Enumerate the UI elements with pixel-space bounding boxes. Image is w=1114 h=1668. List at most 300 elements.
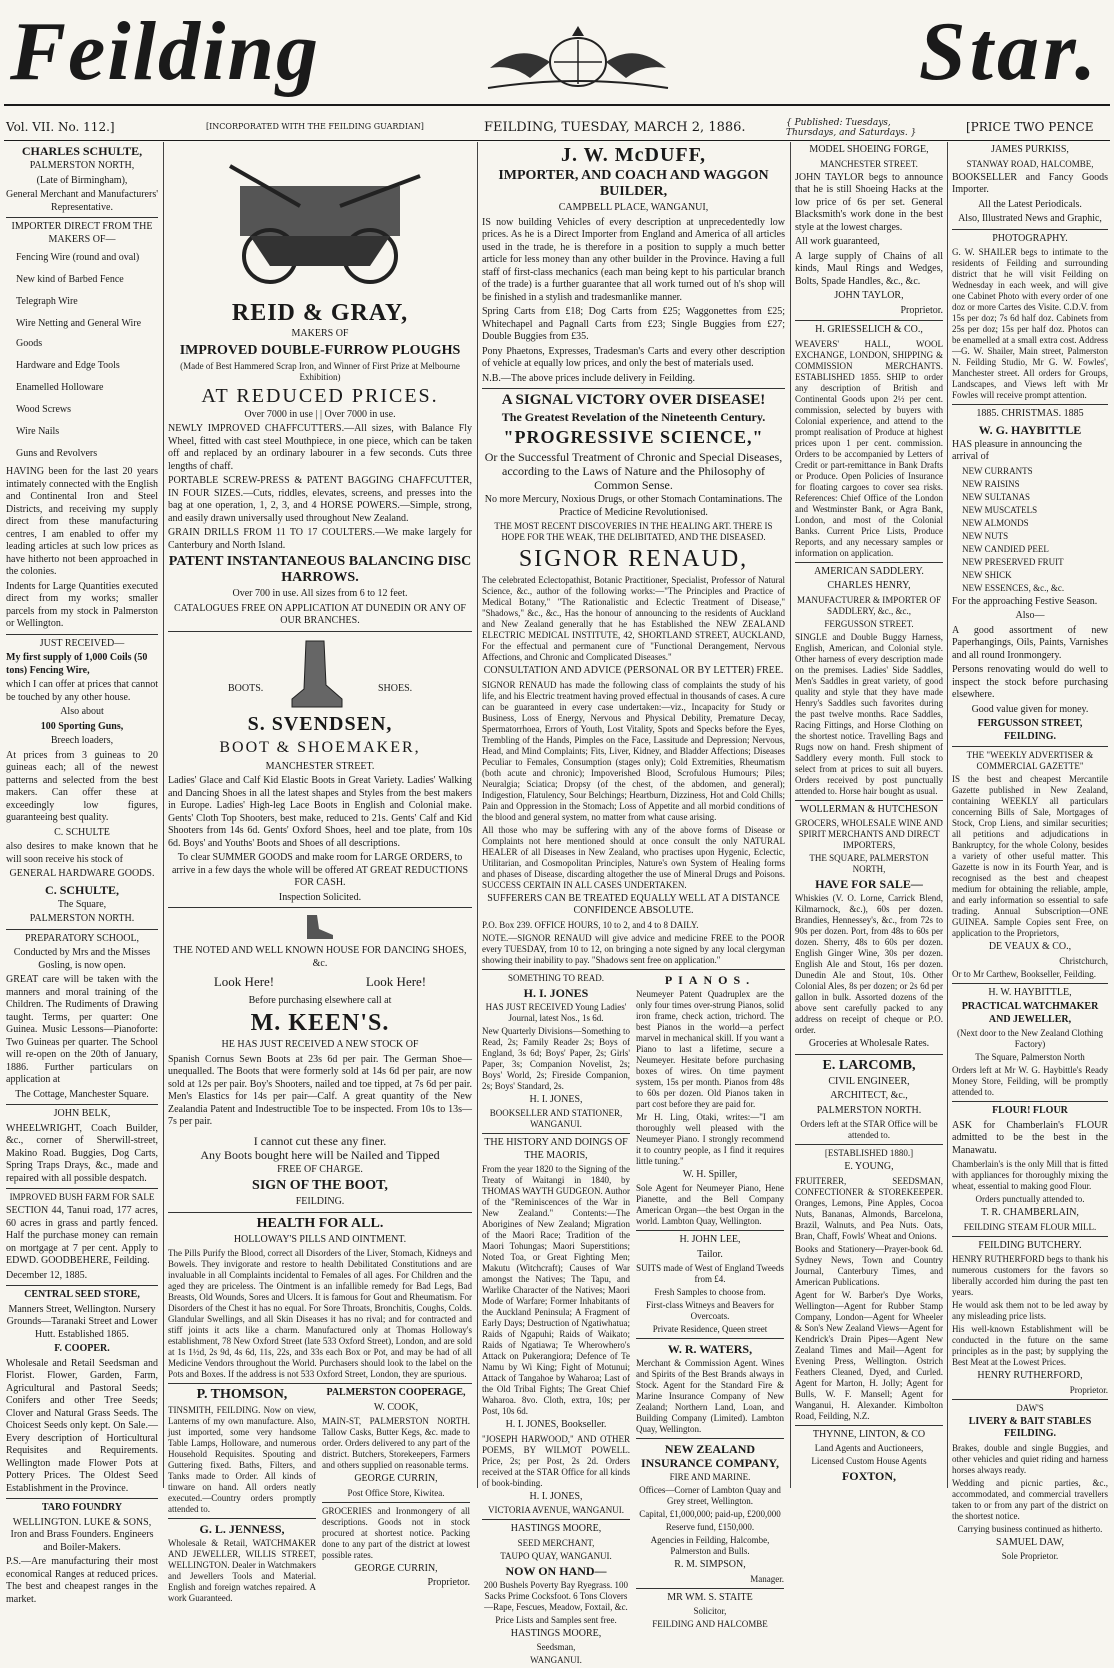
small-ads-row bbox=[168, 1387, 472, 1606]
ad-body: Spanish Cornus Sewn Boots at 23s 6d per pair. The German Shoe—unequalled. The Boots that were formerly sold at 14s 6d per pair, are now sold at 12s per pair. Boy's Shooters, nailed and toe tipped, at 7s 6d per pair. Men's Elastics for 14s per pair—Calf. A great quantity of the New Zealandia Patent and Indestructible Toe to be inspected. From 10s to 13s—7s per pair. bbox=[168, 1054, 472, 1129]
ad-body: For the approaching Festive Season. bbox=[952, 596, 1108, 609]
address: FEILDING. bbox=[168, 1196, 472, 1209]
address: VICTORIA AVENUE, WANGANUI. bbox=[482, 1505, 630, 1516]
look-here-row bbox=[168, 976, 472, 989]
column-1 bbox=[6, 144, 158, 1484]
ad-heading: HAVE FOR SALE— bbox=[795, 877, 943, 891]
ad-body: Also— bbox=[952, 610, 1108, 623]
advertiser-name: THYNNE, LINTON, & CO bbox=[795, 1429, 943, 1442]
list-item: NEW NUTS bbox=[962, 531, 1108, 542]
product-list bbox=[952, 466, 1108, 594]
ad-heading: JOHN BELK, bbox=[6, 1108, 158, 1121]
ad-body: GREAT care will be taken with the manners and moral training of the Children. The Rudiments of Drawing taught. Terms, per quarter: One Guinea. Music Lessons—Pianoforte: Two Guineas per quarter. The School will re-open on the 20th of January, 1886. Further particulars on application at bbox=[6, 974, 158, 1087]
ad-label: Look Here! bbox=[214, 976, 274, 989]
ad-body: FIRE AND MARINE. bbox=[636, 1472, 784, 1483]
divider bbox=[168, 1518, 316, 1519]
ad-body: Inspection Solicited. bbox=[168, 892, 472, 905]
ad-body: 200 Bushels Poverty Bay Ryegrass. 100 Sacks Prime Cocksfoot. 6 Tons Clovers—Rape, Fescues, Meadow, Foxtail, &c. bbox=[482, 1580, 630, 1613]
address: FEILDING AND HALCOMBE bbox=[636, 1619, 784, 1630]
ad-body: Or the Successful Treatment of Chronic and Special Diseases, according to the Laws of Nature and the Philosophy of Common Sense. bbox=[482, 450, 785, 492]
divider bbox=[6, 929, 158, 930]
signature: DE VEAUX & CO., bbox=[952, 941, 1108, 954]
boot-icon bbox=[288, 637, 348, 711]
advertiser-name: E. YOUNG, bbox=[795, 1161, 943, 1174]
ad-body: All work guaranteed, bbox=[795, 236, 943, 249]
divider bbox=[795, 800, 943, 801]
divider bbox=[6, 1104, 158, 1105]
advertiser-name: CHARLES SCHULTE, bbox=[6, 144, 158, 158]
ad-heading: THE NOTED AND WELL KNOWN HOUSE FOR DANCING SHOES, &c. bbox=[168, 945, 472, 970]
signature: Proprietor. bbox=[322, 1577, 470, 1590]
ad-body: Neumeyer Patent Quadruplex are the only four times over-strung Pianos, solid iron frame, check action, trichord. The best Pianos in the world—a perfect marvel in mechanical skill. If you want a Piano to last a lifetime, secure a Neumeyer. Hesitate before purchasing boxes of wires. On time payment system, 15s per month. Pianos from 48s to 60s per dozen. Old Pianos taken in part cost before they are paid for. bbox=[636, 989, 784, 1110]
divider bbox=[168, 1212, 472, 1213]
ad-body: Agencies in Feilding, Halcombe, Palmerston and Bulls. bbox=[636, 1535, 784, 1557]
divider bbox=[795, 1054, 943, 1055]
ad-label: SHOES. bbox=[378, 683, 412, 696]
column-divider bbox=[163, 142, 164, 1488]
ad-label: Look Here! bbox=[366, 976, 426, 989]
ad-body: SEED MERCHANT, bbox=[482, 1538, 630, 1549]
masthead-rule bbox=[4, 104, 1110, 106]
advertiser-name: H. I. JONES bbox=[482, 986, 630, 1000]
address: FERGUSSON STREET. bbox=[795, 619, 943, 630]
ad-body: CATALOGUES FREE ON APPLICATION AT DUNEDIN OR ANY OF OUR BRANCHES. bbox=[168, 603, 472, 628]
signature: GEORGE CURRIN, bbox=[322, 1563, 470, 1576]
ad-date: December 12, 1885. bbox=[6, 1270, 158, 1283]
divider bbox=[636, 1230, 784, 1231]
ad-body: All those who may be suffering with any of the above forms of Disease or Complaints not here mentioned should at once consult the only NATURAL HEALER of all Diseases in New Zealand, who practises upon Hygenic, Eclectic, Utilitarian, and Cosmopolitan Principles, Nature's own System of Healing forms and phases of Disease, discarding altogether the use of Mineral Drugs and Poisons. SUCCESS CERTAIN IN ALL CASES UNDERTAKEN. bbox=[482, 825, 785, 891]
divider bbox=[168, 631, 472, 632]
ad-body: P.S.—Are manufacturing their most economical Ranges at reduced prices. The best and cheapest ranges in the market. bbox=[6, 1556, 158, 1606]
address: FERGUSSON STREET, FEILDING. bbox=[952, 718, 1108, 743]
ad-heading: A SIGNAL VICTORY OVER DISEASE! bbox=[482, 392, 785, 408]
address: Private Residence, Queen street bbox=[636, 1324, 784, 1335]
ad-body: ARCHITECT, &c., bbox=[795, 1090, 943, 1103]
ad-block bbox=[168, 1387, 316, 1606]
ad-body: [ESTABLISHED 1880.] bbox=[795, 1148, 943, 1159]
coat-of-arms-icon bbox=[478, 18, 678, 92]
ad-body: All the Latest Periodicals. bbox=[952, 199, 1108, 212]
signature: T. R. CHAMBERLAIN, bbox=[952, 1207, 1108, 1220]
divider bbox=[168, 1383, 472, 1384]
ad-body: SIGNOR RENAUD has made the following class of complaints the study of his life, and his Electric treatment having proved effectual in thousands of cases. A cure can be guaranteed in every case undertaken:—viz., Incapacity for Study or Business, Loss of Energy, Nervous and Physical Debility, Premature Decay, Spermatorrhoea, Errors of Youth, Lost Vitality, Spots and Specks before the Eyes, Trembling of the Hands, Pimples on the Face, Lassitude and Depression; Nervous, Head, and Mind Complaints; Fits, Liver, Kidney, and Bladder Affections; Diseases Peculiar to Females, Consumption (stages only); Cold Extremities, Rheumatism (both acute and chronic); Impoverished Blood, Scrofulous Humours; Piles; Neuralgia; Sciatica; Dropsy (of the chest, of the abdomen, and general); Indigestion, Flatulency, Sour Belchings; Heartburn, Dizziness, Hot and Cold Chills; Pain and Oppression in the Stomach; Loss of Appetite and all morbid conditions of the blood and general system, no matter from what cause arising. bbox=[482, 680, 785, 823]
list-item: Wood Screws bbox=[6, 400, 158, 420]
ad-body: IS the best and cheapest Mercantile Gazette published in New Zealand, containing WEEKLY all particulars concerning Bills of Sale, Mortgages of Stock, Crop Liens, and similar securities; all petitions and adjudications in Bankruptcy, for the whole Colony, besides a variety of other useful matter. This Gazette is now in its Fourth Year, and is recognised as the best and cheapest medium for obtaining the reliable, ample, and early information so essential to safe trading. Annual Subscription—ONE GUINEA. Sample Copies sent Free, on application to the Proprietors, bbox=[952, 774, 1108, 939]
ad-body: BOOKSELLER and Fancy Goods Importer. bbox=[952, 172, 1108, 197]
advertiser-name: S. SVENDSEN, bbox=[168, 713, 472, 735]
divider bbox=[952, 1399, 1108, 1400]
ad-body: HAS JUST RECEIVED Young Ladies' Journal, latest Nos., 1s 6d. bbox=[482, 1002, 630, 1024]
masthead-title-right: Star. bbox=[919, 8, 1100, 96]
ad-body: Indents for Large Quantities executed direct from my works; smaller parcels from my stock in Palmerston or Wellington. bbox=[6, 581, 158, 631]
advertiser-name: GEORGE CURRIN, bbox=[322, 1473, 470, 1486]
ad-heading: THE HISTORY AND DOINGS OF THE MAORIS, bbox=[482, 1137, 630, 1162]
signature: H. I. JONES, Bookseller. bbox=[482, 1419, 630, 1432]
ad-body: FREE OF CHARGE. bbox=[168, 1164, 472, 1177]
ad-body: (Next door to the New Zealand Clothing Factory) bbox=[952, 1028, 1108, 1050]
address: MANCHESTER STREET. bbox=[168, 761, 472, 774]
ad-body: He would ask them not to be led away by any misleading price lists. bbox=[952, 1300, 1108, 1322]
ad-body: Wholesale & Retail, WATCHMAKER AND JEWELLER, WILLIS STREET, WELLINGTON. Dealer in Watchmakers and Jewellers Tools and Material. English and foreign watches repaired. A work Guaranteed. bbox=[168, 1538, 316, 1604]
list-item: NEW ALMONDS bbox=[962, 518, 1108, 529]
ad-body: FRUITERER, SEEDSMAN, CONFECTIONER & STOREKEEPER. Oranges, Lemons, Pine Apples, Cocoa Nuts, Bananas, Almonds, Barcelona, Brazil, Walnuts, and Pea Nuts. Oats, Bran, Chaff, Fowls' Wheat and Onions. bbox=[795, 1176, 943, 1242]
incorporated-note: [INCORPORATED WITH THE FEILDING GUARDIAN] bbox=[206, 122, 424, 131]
ad-body: NEWLY IMPROVED CHAFFCUTTERS.—All sizes, with Balance Fly Wheel, fitted with cast steel Mouthpiece, in one piece, which can be taken off and replaced by an ordinary labourer in a few seconds. Cuts three lengths of chaff. bbox=[168, 423, 472, 473]
issue-date: FEILDING, TUESDAY, MARCH 2, 1886. bbox=[484, 120, 746, 135]
address: MANCHESTER STREET. bbox=[795, 159, 943, 170]
advertiser-name: W. COOK, bbox=[322, 1402, 470, 1415]
ad-heading: 100 Sporting Guns, bbox=[6, 721, 158, 734]
signature: H. I. JONES, bbox=[482, 1491, 630, 1504]
small-ads-row bbox=[482, 973, 785, 1668]
advertiser-name: MR WM. S. STAITE bbox=[636, 1592, 784, 1605]
signature: HENRY RUTHERFORD, bbox=[952, 1370, 1108, 1383]
advertiser-name: P. THOMSON, bbox=[168, 1387, 316, 1403]
signature: Sole Proprietor. bbox=[952, 1551, 1108, 1562]
ad-heading: PHOTOGRAPHY. bbox=[952, 233, 1108, 246]
ad-body: GROCERIES and Ironmongery of all descriptions. Goods not in stock procured at shortest notice. Packing done to any part of the district at lowest possible rates. bbox=[322, 1506, 470, 1561]
ad-heading: REID & GRAY, bbox=[168, 300, 472, 326]
list-item: Guns and Revolvers bbox=[6, 444, 158, 464]
advertiser-name: H. JOHN LEE, bbox=[636, 1234, 784, 1247]
ad-heading: THE "WEEKLY ADVERTISER & COMMERCIAL GAZETTE" bbox=[952, 750, 1108, 772]
signature: R. M. SIMPSON, bbox=[636, 1559, 784, 1572]
ad-heading: JUST RECEIVED— bbox=[6, 638, 158, 651]
ad-body: Conducted by Mrs and the Misses Gosling, is now open. bbox=[6, 947, 158, 972]
ad-body: THE MOST RECENT DISCOVERIES IN THE HEALING ART. THERE IS HOPE FOR THE WEAK, THE DELIBITATED, AND THE DISEASED. bbox=[482, 521, 785, 543]
ad-body: Wedding and picnic parties, &c., accommodated, and commercial travellers taken to or from any part of the district on the shortest notice. bbox=[952, 1478, 1108, 1522]
address: WANGANUI. bbox=[482, 1655, 630, 1666]
divider bbox=[168, 907, 472, 908]
ad-body: Ladies' Glace and Calf Kid Elastic Boots in Great Variety. Ladies' Walking and Dancing Shoes in all the latest shapes and Styles from the best makers in Europe. Ladies' High-leg Lace Boots in English and Colonial make. Gents' Cloth Top Shooters, best make, reduced to 21s. Gents' Calf and Kid Shooters from 14s 6d. Gents' Oxford Shoes, heel and toe plate, from 10s 6d. Boys' and Youths' Boots and Shoes of all descriptions. bbox=[168, 775, 472, 850]
address: THE SQUARE, PALMERSTON NORTH, bbox=[795, 853, 943, 875]
ad-body: "JOSEPH HARWOOD," AND OTHER POEMS, BY WILMOT POWELL. Price, 2s; per Post, 2s 2d. Orders received at the STAR Office for all kinds of book-binding. bbox=[482, 1434, 630, 1489]
ad-body: Land Agents and Auctioneers, bbox=[795, 1443, 943, 1454]
ad-heading: GENERAL HARDWARE GOODS. bbox=[6, 868, 158, 881]
list-item: Fencing Wire (round and oval) bbox=[6, 248, 158, 268]
ad-body: The celebrated Eclectopathist, Botanic Practitioner, Specialist, Professor of Natural Science, &c., author of the following works:—"The Principles and Practice of Medical Botany," "The Rationalistic and Eclectic Treatment of Disease," "Shadows," &c., &c., Has the honour of announcing to the residents of Auckland and New Zealand generally that he has Established the NEW ZEALAND ELECTRIC MEDICAL INSTITUTE, 42, SHORTLAND STREET, AUCKLAND, For the effectual and permanent cure of "Functional Derangement, Nervous Affections, and Chronic and Complicated Diseases." bbox=[482, 575, 785, 663]
ad-body: Solicitor, bbox=[636, 1606, 784, 1617]
advertiser-name: HASTINGS MOORE, bbox=[482, 1523, 630, 1536]
divider bbox=[6, 1188, 158, 1189]
address: PALMERSTON NORTH. bbox=[795, 1105, 943, 1118]
divider bbox=[952, 229, 1108, 230]
address: CAMPBELL PLACE, WANGANUI, bbox=[482, 202, 785, 215]
ad-heading: HOLLOWAY'S PILLS AND OINTMENT. bbox=[168, 1234, 472, 1247]
ad-body: To clear SUMMER GOODS and make room for LARGE ORDERS, to arrive in a few days the whole will be offered AT GREAT REDUCTIONS FOR CASH. bbox=[168, 852, 472, 890]
column-2 bbox=[168, 144, 472, 1484]
ad-heading: BOOT & SHOEMAKER, bbox=[168, 737, 472, 759]
divider bbox=[952, 404, 1108, 405]
ad-body: MANUFACTURER & IMPORTER OF SADDLERY, &c., &c., bbox=[795, 595, 943, 617]
column-divider bbox=[477, 142, 478, 1488]
ad-heading: IMPROVED BUSH FARM FOR SALE bbox=[6, 1192, 158, 1203]
ad-heading: AMERICAN SADDLERY. bbox=[795, 566, 943, 579]
advertiser-name: JAMES PURKISS, bbox=[952, 144, 1108, 157]
ad-body: CIVIL ENGINEER, bbox=[795, 1076, 943, 1089]
ad-heading: 1885. CHRISTMAS. 1885 bbox=[952, 408, 1108, 421]
ad-heading: IMPORTER, AND COACH AND WAGGON BUILDER, bbox=[482, 168, 785, 200]
ad-heading: MODEL SHOEING FORGE, bbox=[795, 144, 943, 157]
ad-body: WELLINGTON. LUKE & SONS, Iron and Brass Founders. Engineers and Boiler-Makers. bbox=[6, 1517, 158, 1555]
ad-body: SECTION 44, Tanui road, 177 acres, 60 acres in grass and partly fenced. Half the purchase money can remain on mortgage at 7 per cent. Apply to EDWD. GOODBEHERE, Feilding. bbox=[6, 1205, 158, 1268]
ad-heading: PATENT INSTANTANEOUS BALANCING DISC HARROWS. bbox=[168, 554, 472, 586]
ad-heading: TARO FOUNDRY bbox=[6, 1502, 158, 1515]
address: FOXTON, bbox=[795, 1469, 943, 1483]
boot-ad-header bbox=[168, 635, 472, 713]
ad-body: Orders left at Mr W. G. Haybittle's Ready Money Store, Feilding, will be promptly attended to. bbox=[952, 1065, 1108, 1098]
advertiser-name: SIGNOR RENAUD, bbox=[482, 545, 785, 573]
divider bbox=[6, 217, 158, 218]
ad-body: Also, Illustrated News and Graphic, bbox=[952, 213, 1108, 226]
ad-body: The Pills Purify the Blood, correct all Disorders of the Liver, Stomach, Kidneys and Bowels. They invigorate and restore to health Debilitated Constitutions and are invaluable in all Complaints incidental to Females of all ages. For Children and the aged they are priceless. The Ointment is an infallible remedy for Bad Legs, Bad Breasts, Old Wounds, Sores and Ulcers. It is famous for Gout and Rheumatism. For Disorders of the Chest it has no equal. For Sore Throats, Bronchitis, Coughs, Colds. Glandular Swellings, and all Skin Diseases it has no rival; and for contracted and stiff joints it acts like a charm. Manufactured only at Thomas Holloway's establishment, 78 New Oxford Street (late 533 Oxford Street), London, and are sold at 1s 1½d, 2s 9d, 4s 6d, 11s, 22s, and 33s each Box or Pot, and may be had of all Medicine Vendors throughout the World. Purchasers should look to the label on the Pots and Boxes. If the address is not 533 Oxford Street, London, they are spurious. bbox=[168, 1248, 472, 1380]
list-item: NEW SHICK bbox=[962, 570, 1108, 581]
list-item: New kind of Barbed Fence bbox=[6, 270, 158, 290]
ad-heading: DAW'S bbox=[952, 1403, 1108, 1414]
signature: C. SCHULTE bbox=[6, 827, 158, 840]
column-4 bbox=[795, 144, 943, 1484]
ad-body: From the year 1820 to the Signing of the Treaty of Waitangi in 1840, by THOMAS WAYTH GUDGEON. Author of the "Reminiscences of the War in New Zealand." Contents:—The Aborigines of New Zealand; Migration of the Maori Race; Tradition of the Maori Tohungas; Maori Superstitions; Noted Toa, or Great Fighting Men; Makutu (Witchcraft); Causes of War amongst the Natives; The Tapu, and Warlike Character of the Natives; Maori Mode of Warfare; Former Inhabitants of the Auckland Peninsula; A Fragment of Early Days; Destruction of Ngatiwhatua; Raids of Ngapuhi; Raids of Waikato; Raids of Ngatiawa; Te Wherowhero's Attack on Pukerangiora; Defence of Te Namu by Wi King; Fight of Motunui; Attack of Tangahoe by Waharoa; Last of the Old Tribal Fights; The Great Chief Waharoa. 8vo. Cloth, extra, 10s; per Post, 10s 6d. bbox=[482, 1164, 630, 1417]
list-item: NEW ESSENCES, &c., &c. bbox=[962, 583, 1108, 594]
ad-body: HAS pleasure in announcing the arrival of bbox=[952, 439, 1108, 464]
signature: H. I. JONES, bbox=[482, 1094, 630, 1107]
ad-body: First-class Witneys and Beavers for Overcoats. bbox=[636, 1300, 784, 1322]
advertiser-town: PALMERSTON NORTH, bbox=[6, 160, 158, 173]
plough-engraving bbox=[210, 146, 430, 296]
list-item: NEW MUSCATELS bbox=[962, 505, 1108, 516]
price: [PRICE TWO PENCE bbox=[966, 120, 1094, 134]
product-list bbox=[6, 248, 158, 464]
address: The Square, Palmerston North bbox=[952, 1052, 1108, 1063]
ad-heading: The Greatest Revelation of the Nineteenth Century. bbox=[482, 410, 785, 424]
advertiser-name: W. R. WATERS, bbox=[636, 1342, 784, 1356]
ad-heading: PALMERSTON COOPERAGE, bbox=[322, 1387, 470, 1400]
address: BOOKSELLER AND STATIONER, WANGANUI. bbox=[482, 1108, 630, 1130]
ad-heading: PREPARATORY SCHOOL, bbox=[6, 933, 158, 946]
address: TAUPO QUAY, WANGANUI. bbox=[482, 1551, 630, 1562]
advertiser-name: J. W. McDUFF, bbox=[482, 144, 785, 166]
ad-body: A good assortment of new Paperhangings, Oils, Paints, Varnishes and all round Ironmongery. bbox=[952, 625, 1108, 663]
advertiser-name: H. W. HAYBITTLE, bbox=[952, 987, 1108, 1000]
ad-heading: SUFFERERS CAN BE TREATED EQUALLY WELL AT A DISTANCE CONFIDENCE ABSOLUTE. bbox=[482, 893, 785, 918]
divider bbox=[636, 1438, 784, 1439]
ad-body: Mr H. Ling, Otaki, writes:—"I am thoroughly well pleased with the Neumeyer Piano. I strongly recommend it to country people, as I find it requires little tuning." bbox=[636, 1112, 784, 1167]
list-item: Hardware and Edge Tools bbox=[6, 356, 158, 376]
ad-heading: SOMETHING TO READ. bbox=[482, 973, 630, 984]
ad-body: Breech loaders, bbox=[6, 735, 158, 748]
column-5 bbox=[952, 144, 1108, 1484]
dateline bbox=[6, 118, 1108, 138]
address: The Square, bbox=[6, 899, 158, 912]
ad-body: IS now building Vehicles of every description at unprecedentedly low prices. As he is a Direct Importer from England and America of all articles used in the trade, he is therefore in a position to supply a much better article for less money than any other builder in the Province. Having a full staff of first-class mechanics (each man being kept to his particular branch of the trade) is a further guarantee that all work turned out of h's shop will be finished in a stylish and tradesmanlike manner. bbox=[482, 217, 785, 305]
ad-body: My first supply of 1,000 Coils (50 tons) Fencing Wire, bbox=[6, 652, 158, 677]
ad-body: Spring Carts from £18; Dog Carts from £25; Waggonettes from £25; Whitechapel and Pagnall Carts from £23; Single Buggies from £27; Double Buggies from £35. bbox=[482, 306, 785, 344]
column-divider bbox=[790, 142, 791, 1488]
address: STANWAY ROAD, HALCOMBE, bbox=[952, 159, 1108, 170]
divider bbox=[795, 562, 943, 563]
ad-body: Any Boots bought here will be Nailed and Tipped bbox=[168, 1149, 472, 1162]
ad-body: Capital, £1,000,000; paid-up, £200,000 bbox=[636, 1509, 784, 1520]
ad-heading: SIGN OF THE BOOT, bbox=[168, 1178, 472, 1194]
divider bbox=[482, 388, 785, 389]
list-item: NEW PRESERVED FRUIT bbox=[962, 557, 1108, 568]
ad-body: Also about bbox=[6, 706, 158, 719]
list-item: NEW CANDIED PEEL bbox=[962, 544, 1108, 555]
signature: Manager. bbox=[636, 1574, 784, 1585]
ad-body: Brakes, double and single Buggies, and other vehicles and quiet riding and harness horses always ready. bbox=[952, 1443, 1108, 1476]
signature: C. SCHULTE, bbox=[6, 883, 158, 897]
ad-body: WEAVERS' HALL, WOOL EXCHANGE, LONDON, SHIPPING & COMMISSION MERCHANTS. ESTABLISHED 1855. SHIP to order any description of British and Continental Goods upon 2½ per cent. commission, selected by buyers with Colonial experience, and attend to the prompt realisation of Produce at highest prices upon 1 per cent. commission. Orders to be accompanied by Letters of Credit or part-remittance in Bank Drafts or Produce. Open Policies of Insurance for floating cargoes to cover sea risks. References: Chief Office of the London and Westminster Bank, or Agra Bank, London, and most of the Colonial Banks. Current Price Lists, Produce Reports, and any necessary samples or information on application. bbox=[795, 339, 943, 559]
ad-heading: LIVERY & BAIT STABLES FEILDING. bbox=[952, 1416, 1108, 1441]
ad-body: Whiskies (V. O. Lorne, Carrick Blend, Kilmarnock, &c.), 60s per dozen. Brandies, Hennessey's, &c., from 72s to 90s per dozen. Port, from 48s to 60s per dozen. Sherry, 48s to 60s per dozen. English Ginger Wine, 30s per dozen. English Ale and Stout, 16s per dozen. Dunedin Ale and Stout, 10s. Other Colonial Ales, 8s per dozen; or 2s 6d per gallon in bulk. Assorted dozens of the above sent carefully packed to any address on receipt of cheque or P.O. order. bbox=[795, 893, 943, 1036]
advertiser-name: W. G. HAYBITTLE bbox=[952, 423, 1108, 437]
ad-body: Sole Agent for Neumeyer Piano, Hene Pianette, and the Bell Company American Organ—the best Organ in the world. Lambton Quay, Wellington. bbox=[636, 1183, 784, 1227]
signature: Proprietor. bbox=[952, 1385, 1108, 1396]
signature: Proprietor. bbox=[795, 305, 943, 318]
ad-body: Groceries at Wholesale Rates. bbox=[795, 1038, 943, 1051]
column-3 bbox=[482, 144, 785, 1484]
divider bbox=[952, 983, 1108, 984]
masthead bbox=[0, 0, 1114, 96]
divider bbox=[952, 746, 1108, 747]
ad-body: Chamberlain's is the only Mill that is fitted with appliances for thoroughly mixing the wheat, essential to making good Flour. bbox=[952, 1159, 1108, 1192]
ad-body: NOTE.—SIGNOR RENAUD will give advice and medicine FREE to the POOR every TUESDAY, from 10 to 12, on bringing a note signed by any local clergyman showing their inability to pay. "Shadows sent free on application." bbox=[482, 933, 785, 966]
signature: W. H. Spiller, bbox=[636, 1169, 784, 1182]
ad-body: G. W. SHAILER begs to intimate to the residents of Feilding and surrounding district that he will visit Feilding on Wednesday in each week, and will give one Cabinet Photo with every order of one doz or more Cartes des Visite. C.D.V. from 15s per doz; 7s 6d half doz. Cabinets from 25s per doz; 15s per half doz. Photos can be enamelled at a small extra cost. Address—G. W. Shailer, Main street, Palmerston N. Feilding Studio, Mr G. W. Fowles', Manchester street. All orders for Groups, Landscapes, and Views left with Mr Fowles will receive prompt attention. bbox=[952, 247, 1108, 401]
ad-heading: "PROGRESSIVE SCIENCE," bbox=[482, 426, 785, 448]
ad-body: Good value given for money. bbox=[952, 704, 1108, 717]
ad-body: N.B.—The above prices include delivery in Feilding. bbox=[482, 373, 785, 386]
ad-body: JOHN TAYLOR begs to announce that he is still Shoeing Hacks at the low price of 6s per set. General Blacksmith's work done in the best style at the lowest charges. bbox=[795, 172, 943, 235]
ad-body: Over 7000 in use | | Over 7000 in use. bbox=[168, 409, 472, 422]
ad-body: A large supply of Chains of all kinds, Maul Rings and Wedges, Bolts, Spade Handles, &c., &c. bbox=[795, 251, 943, 289]
ad-body: SUITS made of West of England Tweeds from £4. bbox=[636, 1263, 784, 1285]
list-item: NEW SULTANAS bbox=[962, 492, 1108, 503]
shoe-icon bbox=[303, 911, 337, 941]
advertiser-name: H. GRIESSELICH & CO., bbox=[795, 324, 943, 337]
ad-body: Carrying business continued as hitherto. bbox=[952, 1524, 1108, 1535]
divider bbox=[6, 1498, 158, 1499]
ad-body: P.O. Box 239. OFFICE HOURS, 10 to 2, and 4 to 8 DAILY. bbox=[482, 920, 785, 931]
address: Post Office Store, Kiwitea. bbox=[322, 1488, 470, 1499]
address: FEILDING STEAM FLOUR MILL. bbox=[952, 1222, 1108, 1233]
ad-heading: AT REDUCED PRICES. bbox=[168, 385, 472, 407]
ad-body: At prices from 3 guineas to 20 guineas each; all of the newest patterns and selected from the best makers. Can offer these at exceedingly low figures, guaranteeing best quality. bbox=[6, 750, 158, 825]
ad-body: GROCERS, WHOLESALE WINE AND SPIRIT MERCHANTS AND DIRECT IMPORTERS, bbox=[795, 818, 943, 851]
advertiser-name: CHARLES HENRY, bbox=[795, 580, 943, 593]
ad-body: which I can offer at prices that cannot be touched by any other house. bbox=[6, 679, 158, 704]
address: Manners Street, Wellington. Nursery Grounds—Taranaki Street and Lower Hutt. Established 1865. bbox=[6, 1304, 158, 1342]
ad-body: GRAIN DRILLS FROM 11 TO 17 COULTERS.—We make largely for Canterbury and North Island. bbox=[168, 527, 472, 552]
ad-body: Books and Stationery—Prayer-book 6d. Sydney News, Town and Country Journal, Canterbury Times, and American Publications. bbox=[795, 1244, 943, 1288]
divider bbox=[795, 320, 943, 321]
signature: HASTINGS MOORE, bbox=[482, 1628, 630, 1641]
divider bbox=[6, 634, 158, 635]
ad-block bbox=[636, 973, 784, 1668]
divider bbox=[482, 969, 785, 970]
address: The Cottage, Manchester Square. bbox=[6, 1089, 158, 1102]
signature: JOHN TAYLOR, bbox=[795, 290, 943, 303]
ad-heading: PRACTICAL WATCHMAKER AND JEWELLER, bbox=[952, 1001, 1108, 1026]
advertiser-description: General Merchant and Manufacturers' Representative. bbox=[6, 189, 158, 214]
ad-heading: HE HAS JUST RECEIVED A NEW STOCK OF bbox=[168, 1039, 472, 1052]
ad-body: Persons renovating would do well to inspect the stock before purchasing elsewhere. bbox=[952, 664, 1108, 702]
list-item: Enamelled Holloware bbox=[6, 378, 158, 398]
ad-heading: FLOUR! FLOUR bbox=[952, 1105, 1108, 1118]
advertiser-note: (Late of Birmingham), bbox=[6, 175, 158, 188]
masthead-title-left: Feilding bbox=[10, 8, 320, 96]
ad-body: also desires to make known that he will soon receive his stock of bbox=[6, 841, 158, 866]
divider bbox=[795, 1425, 943, 1426]
advertiser-name: G. L. JENNESS, bbox=[168, 1522, 316, 1536]
ad-heading: IMPROVED DOUBLE-FURROW PLOUGHS bbox=[168, 343, 472, 359]
ad-body: MAKERS OF bbox=[168, 328, 472, 341]
divider bbox=[636, 1338, 784, 1339]
list-item: NEW RAISINS bbox=[962, 479, 1108, 490]
ad-body: (Made of Best Hammered Scrap Iron, and Winner of First Prize at Melbourne Exhibition) bbox=[168, 361, 472, 383]
ad-body: Merchant & Commission Agent. Wines and Spirits of the Best Brands always in Stock. Agent for the Standard Fire & Marine Insurance Company of New Zealand; Northern Land, Loan, and Building Company (Limited). Lambton Quay, Wellington. bbox=[636, 1358, 784, 1435]
ad-heading: HEALTH FOR ALL. bbox=[168, 1216, 472, 1232]
list-item: Telegraph Wire bbox=[6, 292, 158, 312]
advertiser-name: F. COOPER. bbox=[6, 1343, 158, 1356]
ad-block bbox=[322, 1387, 470, 1606]
divider bbox=[322, 1502, 470, 1503]
ad-body: His well-known Establishment will be conducted in the future on the same principles as in the past; by supplying the Best Meat at the Lowest Prices. bbox=[952, 1324, 1108, 1368]
advertiser-name: WOLLERMAN & HUTCHESON bbox=[795, 804, 943, 817]
ad-body: MAIN-ST, PALMERSTON NORTH. Tallow Casks, Butter Kegs, &c. made to order. Orders delivered to any part of the district. Butchers, Storekeepers, Farmers and others supplied on reasonable terms. bbox=[322, 1416, 470, 1471]
ad-body: Orders punctually attended to. bbox=[952, 1194, 1108, 1205]
ad-body: Tailor. bbox=[636, 1249, 784, 1262]
ad-body: TINSMITH, FEILDING. Now on view, Lanterns of my own manufacture. Also, just imported, some very handsome Table Lamps, Holloware, and numerous Household Requisites. Spouting and Guttering fixed. Baths, Filters, and Tanks made to Order. All kinds of tinware on hand. All orders neatly executed.—Country orders promptly attended to. bbox=[168, 1405, 316, 1515]
advertiser-name: NEW ZEALAND INSURANCE COMPANY, bbox=[636, 1442, 784, 1470]
ad-body: New Quarterly Divisions—Something to Read, 2s; Family Reader 2s; Boys of England, 3s 6d; Boys' Paper, 2s; Girls' Paper, 3s; Companion Novelist, 2s; Boys' World, 2s; Fireside Companion, 2s; Boys' Standard, 2s. bbox=[482, 1026, 630, 1092]
divider bbox=[636, 1588, 784, 1589]
dateline-rule bbox=[4, 140, 1110, 141]
ad-body: Before purchasing elsewhere call at bbox=[168, 995, 472, 1008]
ad-body: Price Lists and Samples sent free. bbox=[482, 1615, 630, 1626]
ad-heading: PIANOS. bbox=[636, 973, 784, 987]
ad-label: BOOTS. bbox=[228, 683, 263, 696]
divider bbox=[482, 1133, 630, 1134]
list-item: NEW CURRANTS bbox=[962, 466, 1108, 477]
ad-block bbox=[482, 973, 630, 1668]
divider bbox=[952, 1101, 1108, 1102]
divider bbox=[6, 1285, 158, 1286]
column-divider bbox=[947, 142, 948, 1488]
ad-body: Wholesale and Retail Seedsman and Florist. Flower, Garden, Farm, Agricultural and Pastoral Seeds; Conifers and other Tree Seeds; Clover and Natural Grass Seeds. The Choicest Seeds only kept. On Sale.—Every description of Horticultural Requisites and Requirements. Wellington made Flower Pots at Pottery Prices. The Oldest Seed Establishment in the Province. bbox=[6, 1358, 158, 1496]
publication-days: { Published: Tuesdays, Thursdays, and Saturdays. } bbox=[786, 118, 936, 138]
ad-body: Pony Phaetons, Expresses, Tradesman's Carts and every other description of vehicle at equally low prices, and only the best of materials used. bbox=[482, 346, 785, 371]
ad-body: PORTABLE SCREW-PRESS & PATENT BAGGING CHAFFCUTTER, IN FOUR SIZES.—Cuts, riddles, elevates, screens, and presses into the bag at one operation, 1, 2, 3, and 4 HORSE POWERS.—Simple, strong, and easily drawn universally used throughout New Zealand. bbox=[168, 475, 472, 525]
ad-body: Seedsman, bbox=[482, 1642, 630, 1653]
ad-body: HENRY RUTHERFORD begs to thank his numerous customers for the favors so liberally accorded him during the past ten years. bbox=[952, 1254, 1108, 1298]
divider bbox=[952, 1236, 1108, 1237]
ad-body: No more Mercury, Noxious Drugs, or other Stomach Contaminations. The Practice of Medicine Revolutionised. bbox=[482, 494, 785, 519]
ad-heading: CENTRAL SEED STORE, bbox=[6, 1289, 158, 1302]
advertiser-name: E. LARCOMB, bbox=[795, 1058, 943, 1074]
list-item: Wire Nails bbox=[6, 422, 158, 442]
ad-body: Licensed Custom House Agents bbox=[795, 1456, 943, 1467]
ad-body: SINGLE and Double Buggy Harness, English, American, and Colonial style. Other harness of every description made on the premises. Ladies' Side Saddles, Men's Saddles in great variety, of good quality and style that they have made Henry's Saddles such favorites during the past twelve months. Race Saddles, Racing Fittings, and Horse Clothing on the shortest notice. Travelling Bags and Rugs now on hand. Fresh shipment of Saddlery every month. Full stock to select from at prices to suit all buyers. Orders received by post punctually attended to. Horse hair bought as usual. bbox=[795, 632, 943, 797]
ad-body: Over 700 in use. All sizes from 6 to 12 feet. bbox=[168, 588, 472, 601]
ad-body: WHEELWRIGHT, Coach Builder, &c., corner of Sherwill-street, Makino Road. Buggies, Dog Carts, Spring Traps Drays, &c., made and repaired with all possible despatch. bbox=[6, 1123, 158, 1186]
ad-heading: NOW ON HAND— bbox=[482, 1564, 630, 1578]
ad-body: Agent for W. Barber's Dye Works, Wellington—Agent for Rubber Stamp Company, London—Agent for Wheeler & Son's New Zealand Views—Agent for Kendrick's Drain Pipes—Agent New Zealand Times and Mail—Agent for Evening Press, Wellington. Ostrich Feathers Cleaned, Dyed, and Curled. Agent for Marton, H. Jolly; Agent for Bulls, W. F. Mansell; Agent for Wanganui, H. Alexander. Kimbolton Road, Feilding, N.Z. bbox=[795, 1290, 943, 1422]
ad-body: HAVING been for the last 20 years intimately connected with the English and Continental Iron and Steel Districts, and receiving my supply direct from these manufacturing centres, I am enabled to offer my leading articles at such low prices as have hitherto not been approached in the colonies. bbox=[6, 466, 158, 579]
address: Christchurch, bbox=[952, 956, 1108, 967]
volume-number: Vol. VII. No. 112.] bbox=[6, 120, 115, 134]
ad-heading: FEILDING BUTCHERY. bbox=[952, 1240, 1108, 1253]
